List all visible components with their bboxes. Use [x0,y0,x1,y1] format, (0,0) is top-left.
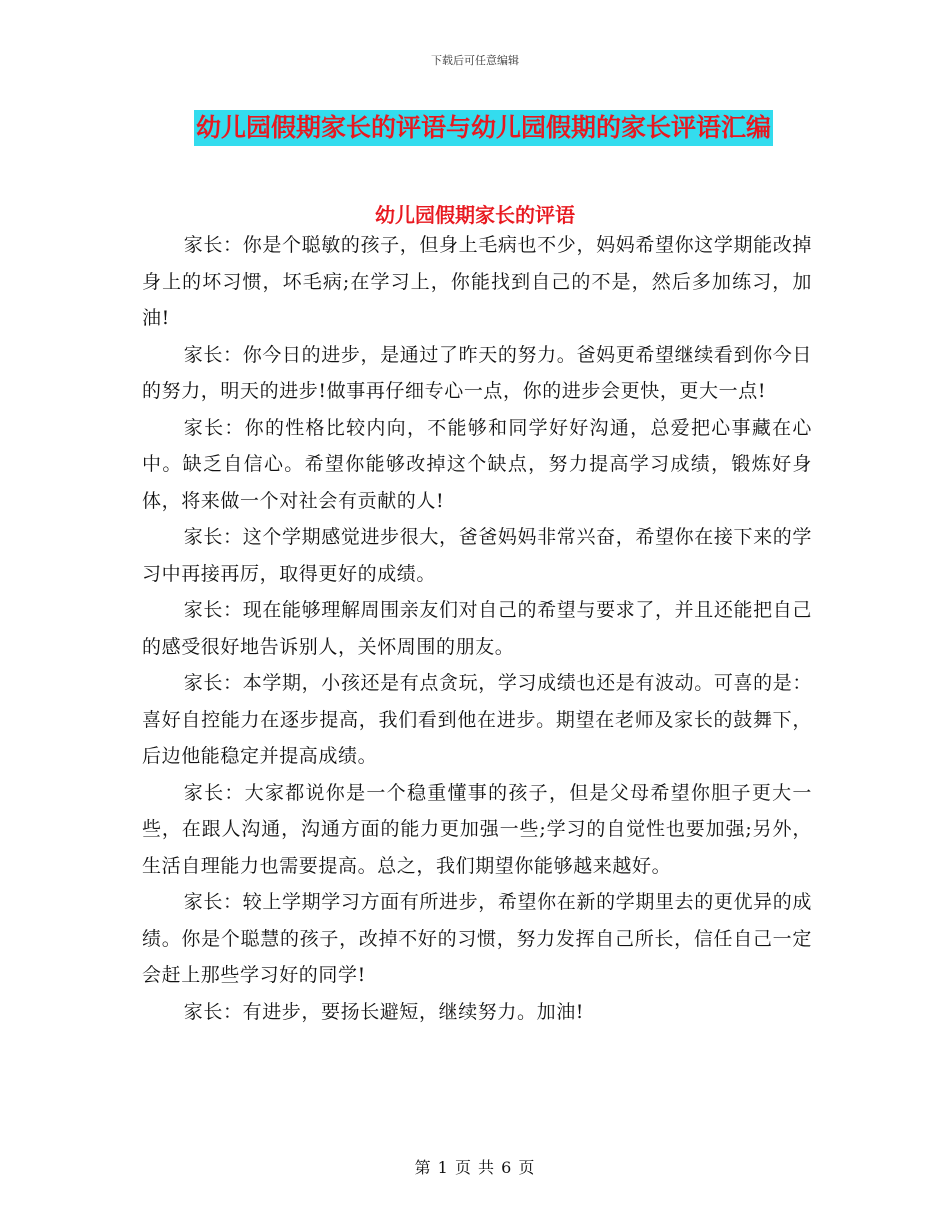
paragraph: 家长：你是个聪敏的孩子，但身上毛病也不少，妈妈希望你这学期能改掉身上的坏习惯，坏毛病;在学习上，你能找到自己的不是，然后多加练习，加油! [142,234,812,329]
paragraph: 家长：较上学期学习方面有所进步，希望你在新的学期里去的更优异的成绩。你是个聪慧的孩子，改掉不好的习惯，努力发挥自己所长，信任自己一定会赶上那些学习好的同学! [142,891,812,986]
document-title: 幼儿园假期家长的评语与幼儿园假期的家长评语汇编 [194,110,773,146]
paragraph: 家长：本学期，小孩还是有点贪玩，学习成绩也还是有波动。可喜的是：喜好自控能力在逐步提高，我们看到他在进步。期望在老师及家长的鼓舞下，后边他能稳定并提高成绩。 [142,672,812,767]
paragraph: 家长：大家都说你是一个稳重懂事的孩子，但是父母希望你胆子更大一些，在跟人沟通，沟通方面的能力更加强一些;学习的自觉性也要加强;另外，生活自理能力也需要提高。总之，我们期望你能够越来越好。 [142,781,812,877]
paragraph: 家长：这个学期感觉进步很大，爸爸妈妈非常兴奋，希望你在接下来的学习中再接再厉，取得更好的成绩。 [142,526,812,585]
page-number-footer: 第 1 页 共 6 页 [414,1158,536,1177]
paragraph: 家长：你今日的进步，是通过了昨天的努力。爸妈更希望继续看到你今日的努力，明天的进步!做事再仔细专心一点，你的进步会更快，更大一点! [142,343,812,402]
paragraph: 家长：你的性格比较内向，不能够和同学好好沟通，总爱把心事藏在心中。缺乏自信心。希望你能够改掉这个缺点，努力提高学习成绩，锻炼好身体，将来做一个对社会有贡献的人! [142,416,812,512]
paragraph: 家长：有进步，要扬长避短，继续努力。加油! [183,1000,585,1023]
section-title: 幼儿园假期家长的评语 [375,203,575,227]
page-header-note: 下载后可任意编辑 [431,54,519,67]
document-body [142,227,812,1030]
paragraph: 家长：现在能够理解周围亲友们对自己的希望与要求了，并且还能把自己的感受很好地告诉别人，关怀周围的朋友。 [142,599,812,658]
